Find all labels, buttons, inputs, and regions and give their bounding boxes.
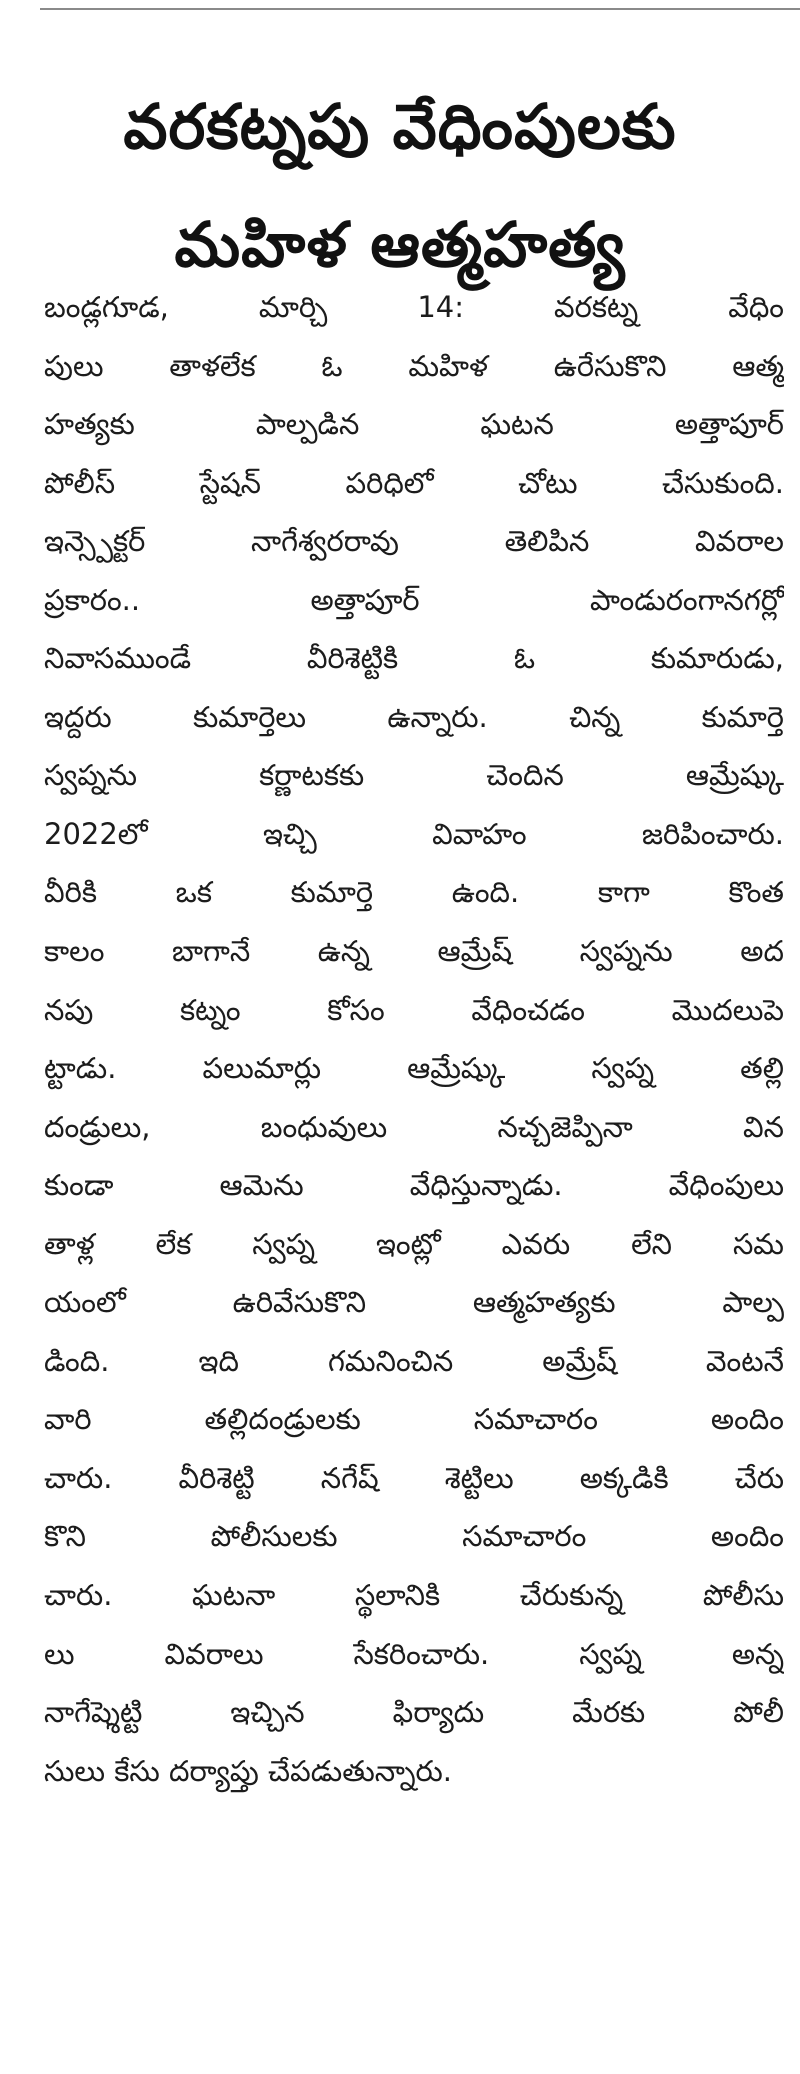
body-line: వీరికి ఒక కుమార్తె ఉంది. కాగా కొంత <box>44 875 784 910</box>
headline-line-2: మహిళ ఆత్మహత్య <box>174 207 626 281</box>
body-line: డింది. ఇది గమనించిన అమ్రేష్ వెంటనే <box>44 1343 784 1378</box>
body-line: నాగేష్శెట్టి ఇచ్చిన ఫిర్యాదు మేరకు పోలీ <box>44 1695 784 1730</box>
body-line: కుండా ఆమెను వేధిస్తున్నాడు. వేధింపులు <box>44 1168 784 1203</box>
body-line: చారు. ఘటనా స్థలానికి చేరుకున్న పోలీసు <box>44 1578 784 1613</box>
body-line: కొని పోలీసులకు సమాచారం అందిం <box>44 1519 784 1554</box>
headline-line-1: వరకట్నపు వేధింపులకు <box>123 89 677 163</box>
body-line: పులు తాళలేక ఓ మహిళ ఉరేసుకొని ఆత్మ <box>44 348 784 383</box>
body-line: లు వివరాలు సేకరించారు. స్వప్న అన్న <box>44 1636 784 1671</box>
body-line: హత్యకు పాల్పడిన ఘటన అత్తాపూర్ <box>44 407 784 442</box>
body-line: దండ్రులు, బంధువులు నచ్చజెప్పినా విన <box>44 1109 784 1144</box>
body-line: ట్టాడు. పలుమార్లు ఆమ్రేష్కు స్వప్న తల్లి <box>44 1051 784 1086</box>
body-line-last: సులు కేసు దర్యాప్తు చేపడుతున్నారు. <box>44 1753 452 1788</box>
body-line: చారు. వీరిశెట్టి నగేష్ శెట్టిలు అక్కడికి చేరు <box>44 1460 784 1495</box>
body-line: తాళ్ల లేక స్వప్న ఇంట్లో ఎవరు లేని సమ <box>44 1226 784 1261</box>
body-line: స్వప్నను కర్ణాటకకు చెందిన ఆమ్రేష్కు <box>44 758 784 793</box>
body-line: నివాసముండే వీరిశెట్టికి ఓ కుమారుడు, <box>44 641 784 676</box>
body-line: బండ్లగూడ, మార్చి 14: వరకట్న వేధిం <box>44 290 784 324</box>
body-line: పోలీస్ స్టేషన్ పరిధిలో చోటు చేసుకుంది. <box>44 465 784 500</box>
top-border-rule <box>40 8 800 10</box>
body-line: యంలో ఉరివేసుకొని ఆత్మహత్యకు పాల్ప <box>44 1285 784 1320</box>
body-line: నపు కట్నం కోసం వేధించడం మొదలుపె <box>44 992 784 1027</box>
body-line: ఇద్దరు కుమార్తెలు ఉన్నారు. చిన్న కుమార్తె <box>44 699 784 734</box>
body-line: ఇన్స్పెక్టర్ నాగేశ్వరరావు తెలిపిన వివరాల <box>44 524 784 559</box>
body-line: వారి తల్లిదండ్రులకు సమాచారం అందిం <box>44 1402 784 1437</box>
body-line: కాలం బాగానే ఉన్న ఆమ్రేష్ స్వప్నను అద <box>44 934 784 969</box>
body-line: ప్రకారం.. అత్తాపూర్ పాండురంగానగర్లో <box>44 582 784 617</box>
article-body <box>44 278 784 1800</box>
body-line: 2022లో ఇచ్చి వివాహం జరిపించారు. <box>44 816 784 851</box>
